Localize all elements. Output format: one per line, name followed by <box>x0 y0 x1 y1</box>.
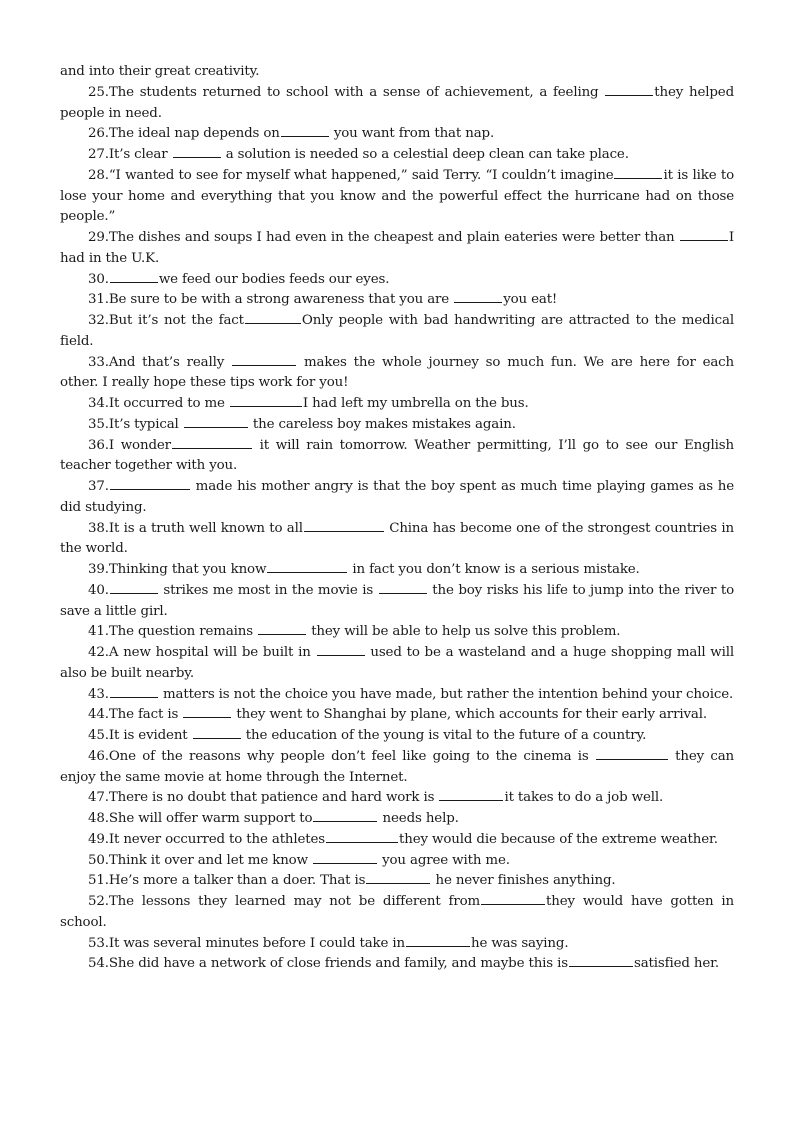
question-item: 53.It was several minutes before I could take in he was saying. <box>88 935 569 951</box>
question-text: a solution is needed so a celestial deep clean can take place. <box>221 147 629 162</box>
question-text: they would die because of the extreme weather. <box>399 831 718 847</box>
answer-blank[interactable] <box>245 311 301 324</box>
answer-blank[interactable] <box>184 415 248 428</box>
question-number: 45 <box>88 728 105 743</box>
question-number: 37 <box>88 479 105 494</box>
question-item: 45.It is evident the education of the young is vital to the future of a country. <box>88 728 647 743</box>
question-item: 35.It’s typical the careless boy makes mistakes again. <box>88 416 516 432</box>
question-item: 46.One of the reasons why people don’t feel like going to the cinema is they can enjoy the same movie at home through the Internet. <box>60 748 735 785</box>
question-text: Only people with bad handwriting are attracted to the medical field. <box>60 313 734 349</box>
question-number: 33 <box>88 354 105 370</box>
question-item: 48.She will offer warm support to needs help. <box>88 811 459 826</box>
question-number: 49 <box>88 831 105 847</box>
question-text: you agree with me. <box>378 852 510 868</box>
question-item: 29.The dishes and soups I had even in the cheapest and plain eateries were better than I had in the U.K. <box>60 230 734 266</box>
question-number: 53 <box>88 935 105 951</box>
answer-blank[interactable] <box>614 166 662 179</box>
answer-blank[interactable] <box>439 788 503 801</box>
question-number: 48 <box>88 811 105 826</box>
question-text: A new hospital will be built in <box>108 645 316 660</box>
question-text: we feed our bodies feeds our eyes. <box>158 271 390 287</box>
question-number: 51 <box>88 873 105 889</box>
question-number: 46 <box>88 748 105 764</box>
question-text: I had in the U.K. <box>60 230 734 266</box>
lead-line: and into their great creativity. <box>60 64 260 79</box>
question-text: I wonder <box>108 437 171 453</box>
answer-blank[interactable] <box>230 394 302 407</box>
worksheet-page <box>60 62 734 975</box>
question-text: China has become one of the strongest countries in the world. <box>60 520 734 557</box>
question-item: 26.The ideal nap depends on you want from that nap. <box>88 126 495 142</box>
answer-blank[interactable] <box>317 643 365 656</box>
question-number: 41 <box>88 624 105 640</box>
question-number: 30 <box>88 271 105 287</box>
question-list <box>60 83 734 975</box>
answer-blank[interactable] <box>183 705 231 718</box>
question-number: 43 <box>88 686 105 702</box>
answer-blank[interactable] <box>267 560 347 573</box>
question-text: needs help. <box>378 811 459 826</box>
answer-blank[interactable] <box>605 83 653 96</box>
question-text: She did have a network of close friends and family, and maybe this is <box>108 956 568 972</box>
question-item: 42.A new hospital will be built in used to be a wasteland and a huge shopping mall will also be built nearby. <box>60 645 735 681</box>
question-item: 32.But it’s not the fact Only people with bad handwriting are attracted to the medical field. <box>60 313 734 349</box>
question-text: made his mother angry is that the boy spent as much time playing games as he did studying. <box>60 479 734 515</box>
question-text: it takes to do a job well. <box>504 790 664 806</box>
question-number: 27 <box>88 147 105 162</box>
answer-blank[interactable] <box>454 290 502 303</box>
answer-blank[interactable] <box>481 892 545 905</box>
question-text: in fact you don’t know is a serious mistake. <box>348 562 640 577</box>
question-item: 31.Be sure to be with a strong awareness that you are you eat! <box>88 292 558 308</box>
question-text: It was several minutes before I could take in <box>108 935 405 951</box>
question-item: 39.Thinking that you know in fact you don’t know is a serious mistake. <box>88 562 640 577</box>
question-number: 54 <box>88 956 105 972</box>
question-text: There is no doubt that patience and hard work is <box>108 790 439 806</box>
question-item: 30. we feed our bodies feeds our eyes. <box>88 271 390 287</box>
answer-blank[interactable] <box>379 581 427 594</box>
question-text: you want from that nap. <box>329 126 495 142</box>
question-text: the boy risks his life to jump into the river to save a little girl. <box>60 582 734 619</box>
answer-blank[interactable] <box>569 954 633 967</box>
question-number: 44 <box>88 707 105 723</box>
question-item: 25.The students returned to school with a sense of achievement, a feeling they helped people in need. <box>60 84 734 121</box>
answer-blank[interactable] <box>680 228 728 241</box>
question-number: 31 <box>88 292 105 308</box>
question-text: It’s typical <box>108 416 183 432</box>
question-text: they will be able to help us solve this problem. <box>307 624 621 640</box>
question-item: 27.It’s clear a solution is needed so a celestial deep clean can take place. <box>88 147 629 162</box>
answer-blank[interactable] <box>173 145 221 158</box>
question-text: it is like to lose your home and everything that you know and the powerful effect the hurricane had on those people.” <box>60 167 734 225</box>
question-text: The question remains <box>108 624 258 640</box>
question-text: Thinking that you know <box>108 562 267 577</box>
question-text: used to be a wasteland and a huge shopping mall will also be built nearby. <box>60 645 735 681</box>
question-text: they would have gotten in school. <box>60 894 734 930</box>
question-item: 54.She did have a network of close friends and family, and maybe this is satisfied her. <box>88 956 720 972</box>
question-text: It never occurred to the athletes <box>108 831 326 847</box>
question-text: Be sure to be with a strong awareness that you are <box>108 292 454 308</box>
question-number: 35 <box>88 416 105 432</box>
question-text: The students returned to school with a sense of achievement, a feeling <box>108 84 605 100</box>
question-item: 37. made his mother angry is that the boy spent as much time playing games as he did studying. <box>60 479 734 515</box>
question-item: 41.The question remains they will be able to help us solve this problem. <box>88 624 621 640</box>
answer-blank[interactable] <box>326 830 398 843</box>
answer-blank[interactable] <box>110 270 158 283</box>
answer-blank[interactable] <box>281 124 329 137</box>
answer-blank[interactable] <box>406 934 470 947</box>
question-item: 43. matters is not the choice you have made, but rather the intention behind your choice. <box>88 686 734 702</box>
question-item: 47.There is no doubt that patience and hard work is it takes to do a job well. <box>88 790 664 806</box>
question-number: 32 <box>88 313 105 328</box>
answer-blank[interactable] <box>304 519 384 532</box>
answer-blank[interactable] <box>258 622 306 635</box>
question-text: the careless boy makes mistakes again. <box>248 416 516 432</box>
question-item: 50.Think it over and let me know you agree with me. <box>88 852 510 868</box>
question-item: 33.And that’s really makes the whole journey so much fun. We are here for each other. I really hope these tips work for you! <box>60 354 735 391</box>
question-item: 38.It is a truth well known to all China has become one of the strongest countries in the world. <box>60 520 734 557</box>
question-number: 52 <box>88 894 105 909</box>
question-text: they can enjoy the same movie at home through the Internet. <box>60 748 735 785</box>
question-number: 42 <box>88 645 105 660</box>
question-number: 25 <box>88 84 105 100</box>
question-number: 26 <box>88 126 105 142</box>
answer-blank[interactable] <box>110 685 158 698</box>
question-text: It is a truth well known to all <box>108 520 303 536</box>
question-item: 36.I wonder it will rain tomorrow. Weather permitting, I’ll go to see our English teacher together with you. <box>60 437 734 474</box>
question-text: The dishes and soups I had even in the cheapest and plain eateries were better than <box>108 230 679 245</box>
answer-blank[interactable] <box>596 747 668 760</box>
question-text: they went to Shanghai by plane, which accounts for their early arrival. <box>232 707 707 723</box>
question-text: the education of the young is vital to the future of a country. <box>241 728 647 743</box>
answer-blank[interactable] <box>172 436 252 449</box>
question-text: makes the whole journey so much fun. We are here for each other. I really hope these tips work for you! <box>60 354 735 391</box>
question-number: 39 <box>88 562 105 577</box>
question-text: The fact is <box>108 707 183 723</box>
answer-blank[interactable] <box>313 851 377 864</box>
answer-blank[interactable] <box>110 581 158 594</box>
question-number: 50 <box>88 852 105 868</box>
question-text: “I wanted to see for myself what happened,” said Terry. “I couldn’t imagine <box>108 167 614 183</box>
question-text: he never finishes anything. <box>431 873 616 889</box>
question-text: He’s more a talker than a doer. That is <box>108 873 366 889</box>
question-text: The lessons they learned may not be different from <box>108 894 481 909</box>
question-text: But it’s not the fact <box>108 313 244 328</box>
answer-blank[interactable] <box>110 477 190 490</box>
question-number: 40 <box>88 582 105 598</box>
question-text: She will offer warm support to <box>108 811 313 826</box>
question-number: 28 <box>88 167 105 183</box>
question-text: It’s clear <box>108 147 172 162</box>
question-number: 38 <box>88 520 105 536</box>
question-text: matters is not the choice you have made, but rather the intention behind your choice. <box>158 686 734 702</box>
question-text: he was saying. <box>471 935 569 951</box>
question-item: 51.He’s more a talker than a doer. That is he never finishes anything. <box>88 873 616 889</box>
answer-blank[interactable] <box>193 726 241 739</box>
question-item: 34.It occurred to me I had left my umbrella on the bus. <box>88 396 529 411</box>
question-item: 40. strikes me most in the movie is the boy risks his life to jump into the river to save a little girl. <box>60 582 734 619</box>
question-text: satisfied her. <box>634 956 720 972</box>
question-number: 36 <box>88 437 105 453</box>
question-number: 47 <box>88 790 105 806</box>
question-item: 52.The lessons they learned may not be different from they would have gotten in school. <box>60 894 734 930</box>
question-item: 28.“I wanted to see for myself what happened,” said Terry. “I couldn’t imagine it is like to lose your home and everything that you know and the powerful effect the hurricane had on those people.” <box>60 167 734 225</box>
question-text: you eat! <box>503 292 558 308</box>
question-text: The ideal nap depends on <box>108 126 280 142</box>
question-text: strikes me most in the movie is <box>158 582 378 598</box>
question-text: they helped people in need. <box>60 84 734 121</box>
question-number: 29 <box>88 230 105 245</box>
question-text: I had left my umbrella on the bus. <box>302 396 529 411</box>
question-number: 34 <box>88 396 105 411</box>
question-item: 44.The fact is they went to Shanghai by plane, which accounts for their early arrival. <box>88 707 707 723</box>
question-text: It occurred to me <box>108 396 229 411</box>
question-text: It is evident <box>108 728 192 743</box>
question-text: it will rain tomorrow. Weather permitting, I’ll go to see our English teacher together with you. <box>60 437 734 474</box>
question-item: 49.It never occurred to the athletes they would die because of the extreme weather. <box>88 831 718 847</box>
question-text: And that’s really <box>108 354 232 370</box>
answer-blank[interactable] <box>313 809 377 822</box>
answer-blank[interactable] <box>232 353 296 366</box>
question-text: Think it over and let me know <box>108 852 312 868</box>
answer-blank[interactable] <box>366 871 430 884</box>
question-text: One of the reasons why people don’t feel like going to the cinema is <box>108 748 595 764</box>
